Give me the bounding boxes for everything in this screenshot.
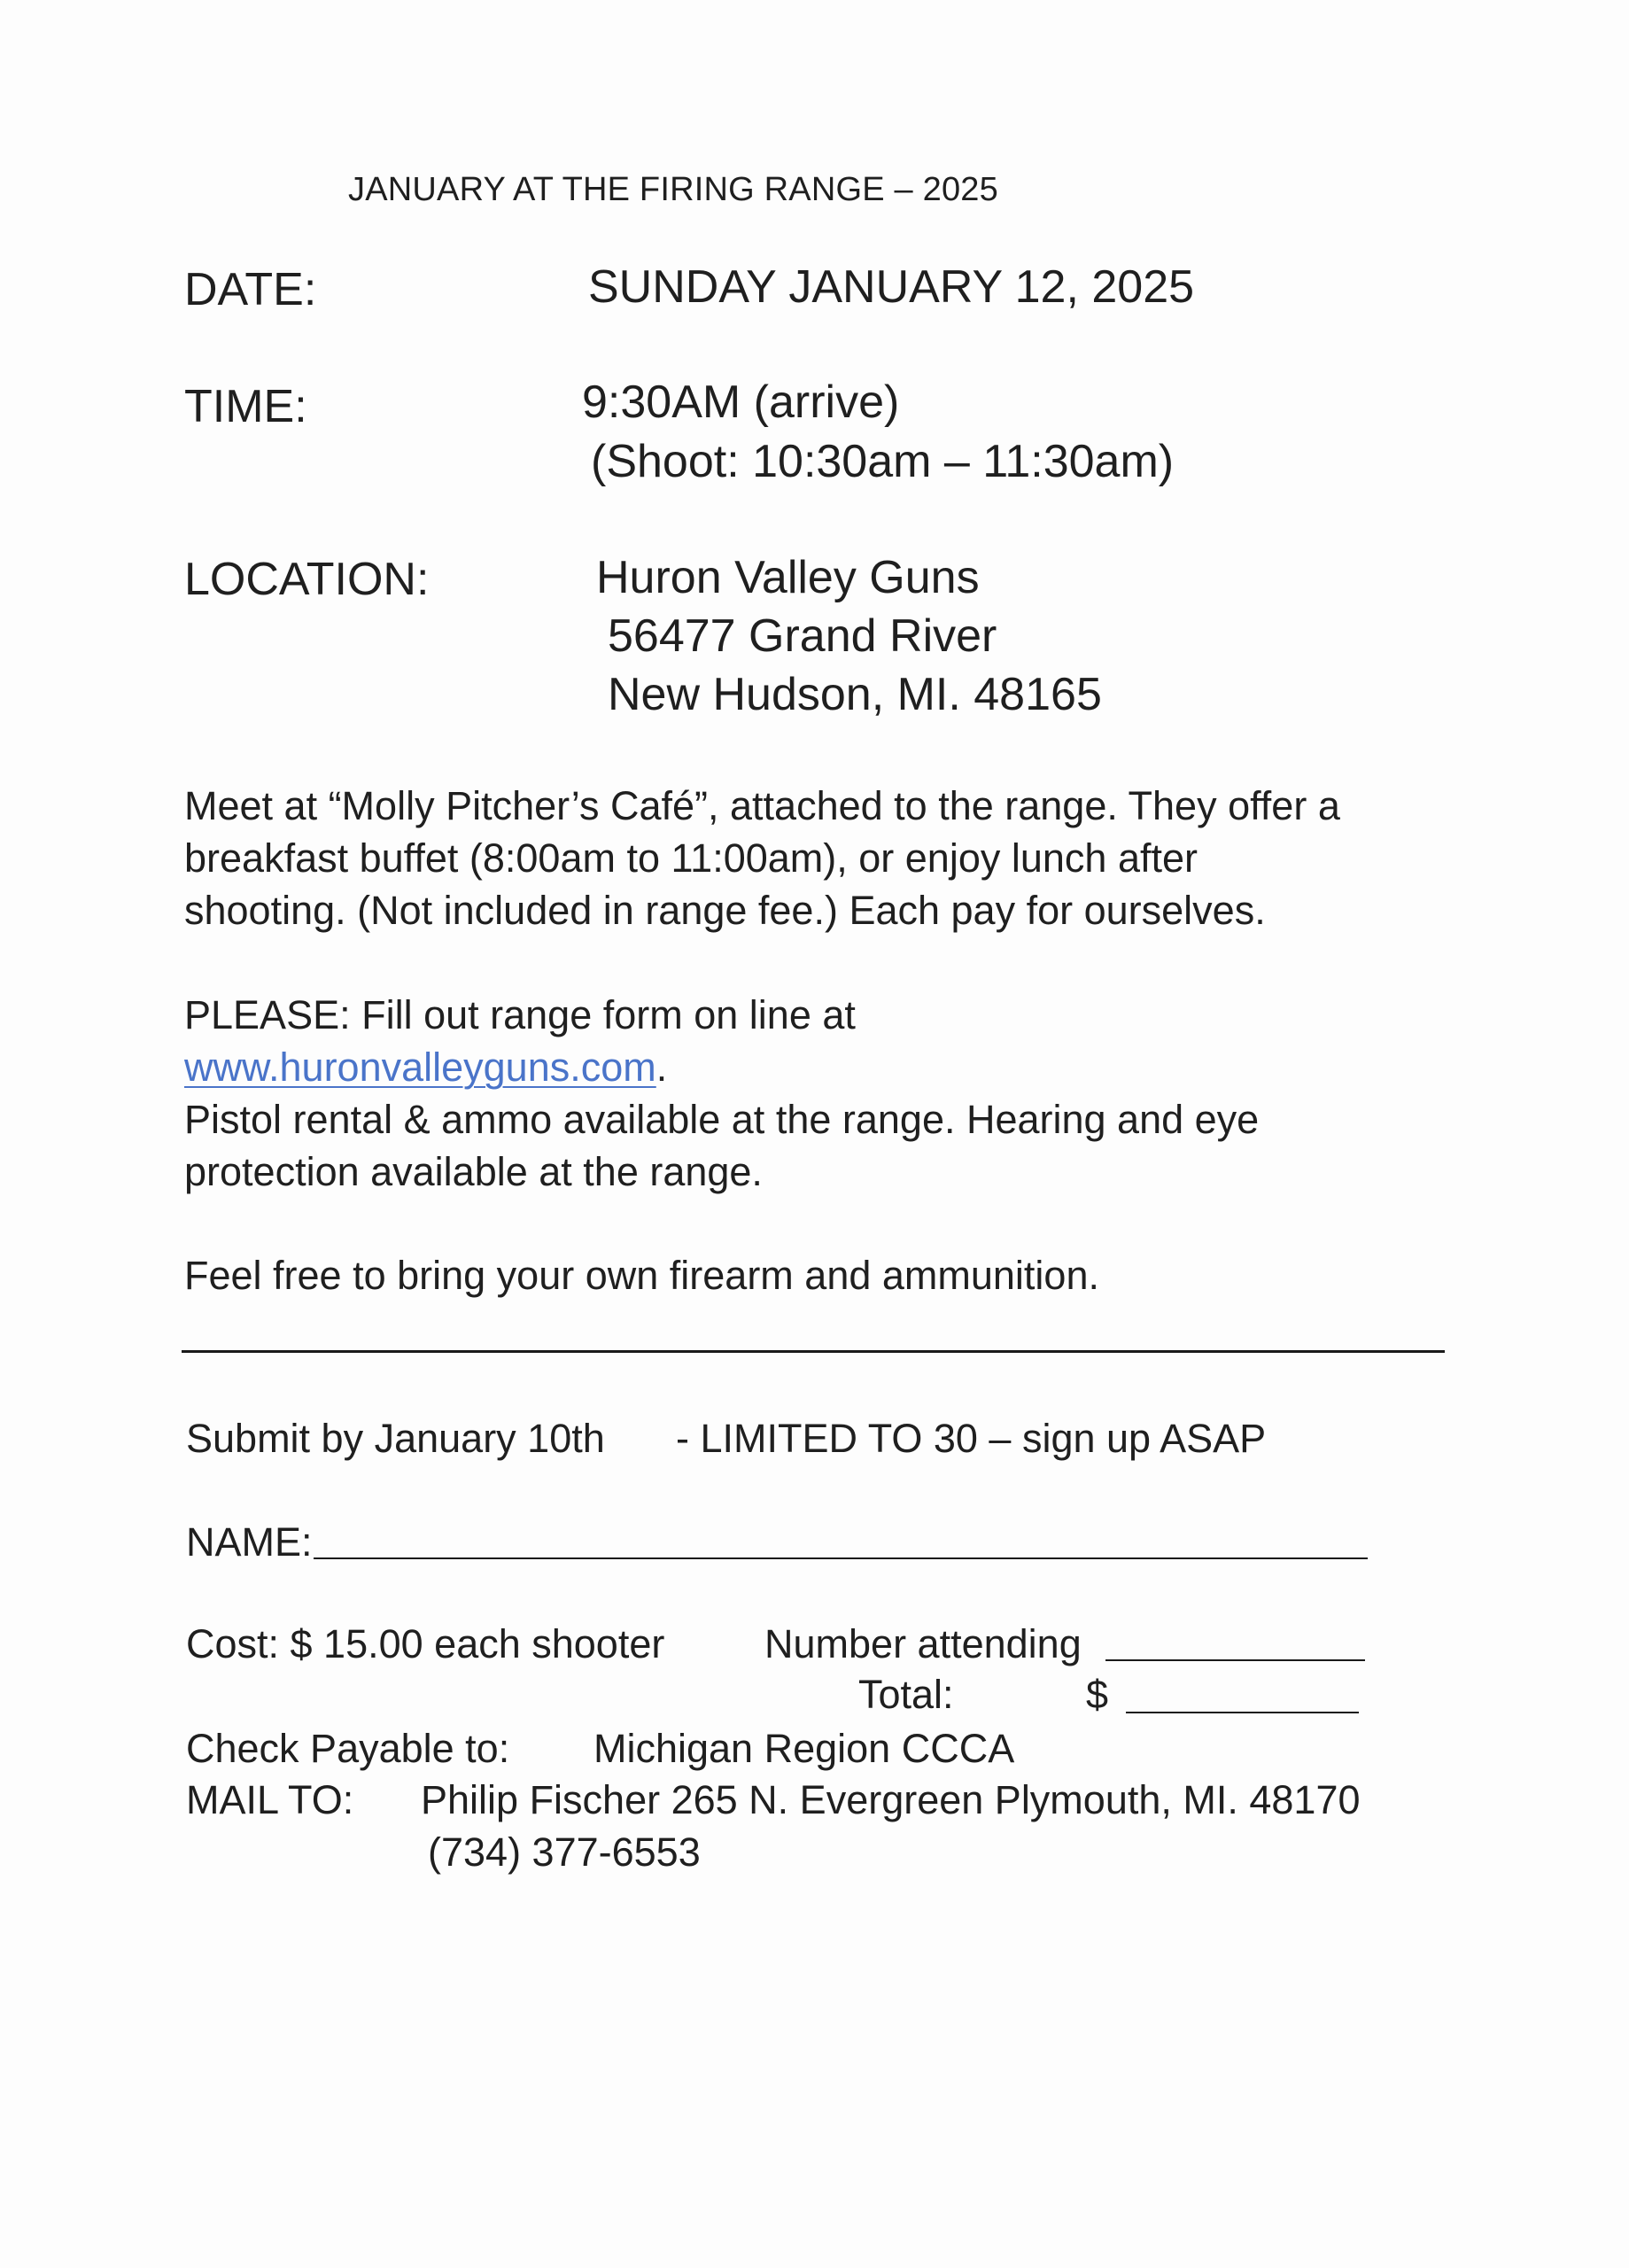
please-line: PLEASE: Fill out range form on line at — [184, 992, 856, 1037]
time-shoot: (Shoot: 10:30am – 11:30am) — [591, 436, 1175, 487]
page-title: JANUARY AT THE FIRING RANGE – 2025 — [348, 171, 998, 208]
date-value: SUNDAY JANUARY 12, 2025 — [588, 261, 1195, 313]
total-label: Total: — [858, 1672, 954, 1717]
mail-address: Philip Fischer 265 N. Evergreen Plymouth, MI. 48170 — [421, 1777, 1361, 1822]
number-attending-label: Number attending — [764, 1621, 1082, 1666]
limited-text: - LIMITED TO 30 – sign up ASAP — [676, 1416, 1267, 1461]
meet-line: breakfast buffet (8:00am to 11:00am), or enjoy lunch after — [184, 835, 1198, 881]
location-label: LOCATION: — [184, 554, 430, 605]
bring-own-text: Feel free to bring your own firearm and ammunition. — [184, 1253, 1099, 1298]
location-street: 56477 Grand River — [608, 610, 997, 662]
time-arrive: 9:30AM (arrive) — [582, 377, 900, 428]
phone-number: (734) 377-6553 — [428, 1829, 701, 1875]
date-label: DATE: — [184, 264, 317, 315]
time-label: TIME: — [184, 381, 307, 432]
website-link[interactable]: www.huronvalleyguns.com — [184, 1045, 656, 1090]
total-currency: $ — [1086, 1672, 1109, 1717]
location-city: New Hudson, MI. 48165 — [608, 669, 1102, 720]
meet-line: Meet at “Molly Pitcher’s Café”, attached to the range. They offer a — [184, 783, 1340, 828]
cost-text: Cost: $ 15.00 each shooter — [186, 1621, 665, 1666]
rental-line: protection available at the range. — [184, 1149, 763, 1194]
mail-to-label: MAIL TO: — [186, 1777, 354, 1822]
website-line — [184, 1041, 1259, 1093]
number-attending-field[interactable] — [1105, 1659, 1365, 1661]
website-suffix: . — [655, 1045, 668, 1090]
name-label: NAME: — [186, 1519, 313, 1565]
meet-paragraph — [184, 780, 1340, 936]
check-payable-label: Check Payable to: — [186, 1726, 510, 1771]
submit-by-text: Submit by January 10th — [186, 1416, 605, 1461]
name-field[interactable] — [314, 1557, 1368, 1559]
location-name: Huron Valley Guns — [596, 552, 980, 603]
meet-line: shooting. (Not included in range fee.) Each pay for ourselves. — [184, 888, 1266, 933]
check-payee: Michigan Region CCCA — [593, 1726, 1015, 1771]
rental-line: Pistol rental & ammo available at the range. Hearing and eye — [184, 1097, 1260, 1142]
section-divider — [182, 1350, 1445, 1353]
please-paragraph — [184, 989, 1259, 1198]
total-field[interactable] — [1126, 1712, 1359, 1713]
